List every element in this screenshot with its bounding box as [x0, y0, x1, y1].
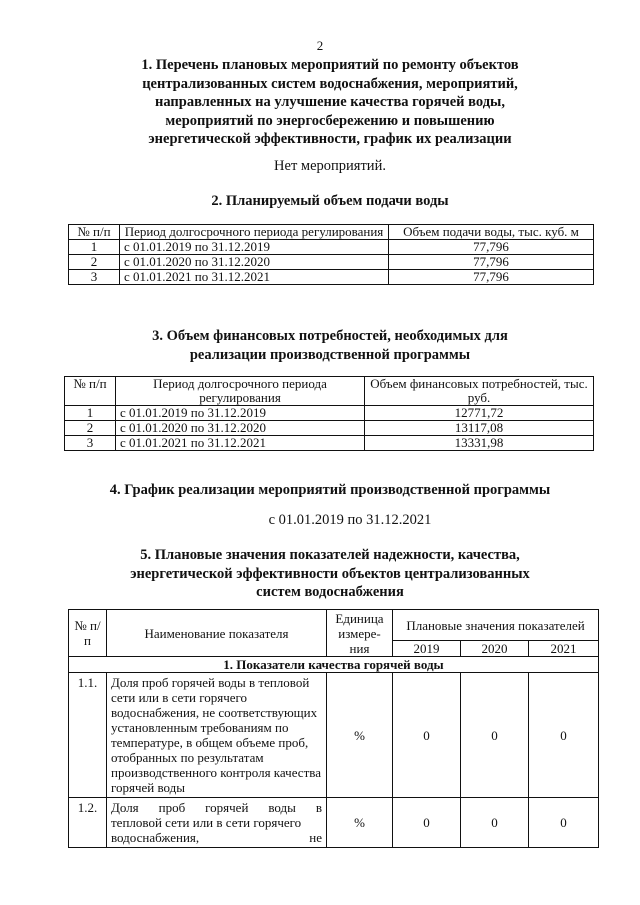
row-number: 1.1. — [69, 673, 107, 798]
row-number: 3 — [69, 270, 120, 285]
row-value-2020: 0 — [461, 798, 529, 848]
header-year: 2020 — [461, 641, 529, 657]
row-value: 13117,08 — [365, 421, 594, 436]
header-year: 2019 — [393, 641, 461, 657]
table-row — [65, 421, 594, 436]
section1-note: Нет мероприятий. — [274, 158, 386, 174]
row-unit: % — [327, 798, 393, 848]
section5-title-line: 5. Плановые значения показателей надежности, качества, — [140, 547, 520, 563]
section4-title: 4. График реализации мероприятий производственной программы — [109, 482, 551, 498]
section1-title-line: направленных на улучшение качества горячей воды, — [154, 94, 505, 110]
row-period: с 01.01.2020 по 31.12.2020 — [116, 421, 365, 436]
row-value-2021: 0 — [529, 798, 599, 848]
row-text-line: тепловой сети или в сети горячего — [111, 815, 302, 830]
row-value: 12771,72 — [365, 406, 594, 421]
row-value-2021: 0 — [529, 673, 599, 798]
indicators-table — [68, 609, 599, 848]
row-value: 13331,98 — [365, 436, 594, 451]
header-cell: № п/п — [65, 377, 116, 406]
section3-title-line: реализации производственной программы — [189, 346, 471, 363]
row-value-2019: 0 — [393, 798, 461, 848]
row-period: с 01.01.2020 по 31.12.2020 — [120, 255, 389, 270]
group-title: 1. Показатели качества горячей воды — [69, 657, 599, 673]
section1-title — [80, 56, 580, 149]
row-number: 1 — [69, 240, 120, 255]
row-text-fragment: водоснабжения, — [111, 830, 200, 845]
section3-title — [80, 327, 580, 364]
header-cell: Период долгосрочного периода регулирования — [120, 225, 389, 240]
supply-volume-table — [68, 224, 594, 285]
row-period: с 01.01.2021 по 31.12.2021 — [120, 270, 389, 285]
financial-needs-table — [64, 376, 594, 451]
section1-title-line: энергетической эффективности, график их реализации — [148, 131, 512, 147]
header-cell: Объем финансовых потребностей, тыс. руб. — [365, 377, 594, 406]
header-number: № п/п — [69, 610, 107, 657]
row-number: 2 — [69, 255, 120, 270]
header-year: 2021 — [529, 641, 599, 657]
table-row — [65, 406, 594, 421]
section5-title — [80, 546, 580, 602]
header-cell: Период долгосрочного периода регулирования — [116, 377, 365, 406]
row-text-line: Доля проб горячей воды в — [111, 800, 322, 815]
row-number: 1 — [65, 406, 116, 421]
row-text-line — [111, 830, 322, 845]
header-cell: № п/п — [69, 225, 120, 240]
row-indicator-text: Доля проб горячей воды в тепловой сети или в сети горячего водоснабжения, не соответствующих установленным требованиям по температуре, в общем объеме проб, отобранных по результатам производственного контроля качества горячей воды — [107, 673, 327, 798]
row-value: 77,796 — [389, 240, 594, 255]
row-value: 77,796 — [389, 255, 594, 270]
row-text-fragment: не — [309, 830, 322, 845]
row-value: 77,796 — [389, 270, 594, 285]
table-header-row — [69, 225, 594, 240]
table-row — [69, 270, 594, 285]
section1-title-line: централизованных систем водоснабжения, мероприятий, — [142, 75, 518, 92]
table-header-row — [69, 610, 599, 641]
row-period: с 01.01.2019 по 31.12.2019 — [116, 406, 365, 421]
table-row — [69, 255, 594, 270]
row-period: с 01.01.2021 по 31.12.2021 — [116, 436, 365, 451]
header-planned-values: Плановые значения показателей — [393, 610, 599, 641]
section5-title-line: энергетической эффективности объектов централизованных — [130, 565, 530, 582]
section2-title: 2. Планируемый объем подачи воды — [211, 193, 449, 209]
table-header-row — [65, 377, 594, 406]
table-row — [65, 436, 594, 451]
header-unit: Единица измере-ния — [327, 610, 393, 657]
row-number: 2 — [65, 421, 116, 436]
section3-title-line: 3. Объем финансовых потребностей, необходимых для — [152, 328, 508, 344]
section5-title-line: систем водоснабжения — [256, 584, 404, 600]
page-number: 2 — [316, 38, 324, 53]
table-row — [69, 798, 599, 848]
header-cell: Объем подачи воды, тыс. куб. м — [389, 225, 594, 240]
row-indicator-text — [107, 798, 327, 848]
row-value-2019: 0 — [393, 673, 461, 798]
group-row — [69, 657, 599, 673]
section1-title-line: мероприятий по энергосбережению и повышению — [165, 112, 495, 129]
header-indicator-name: Наименование показателя — [107, 610, 327, 657]
row-value-2020: 0 — [461, 673, 529, 798]
section4-period: с 01.01.2019 по 31.12.2021 — [268, 512, 432, 528]
section1-title-line: 1. Перечень плановых мероприятий по ремонту объектов — [141, 57, 519, 73]
row-number: 1.2. — [69, 798, 107, 848]
row-unit: % — [327, 673, 393, 798]
table-row — [69, 240, 594, 255]
row-number: 3 — [65, 436, 116, 451]
table-row — [69, 673, 599, 798]
row-period: с 01.01.2019 по 31.12.2019 — [120, 240, 389, 255]
